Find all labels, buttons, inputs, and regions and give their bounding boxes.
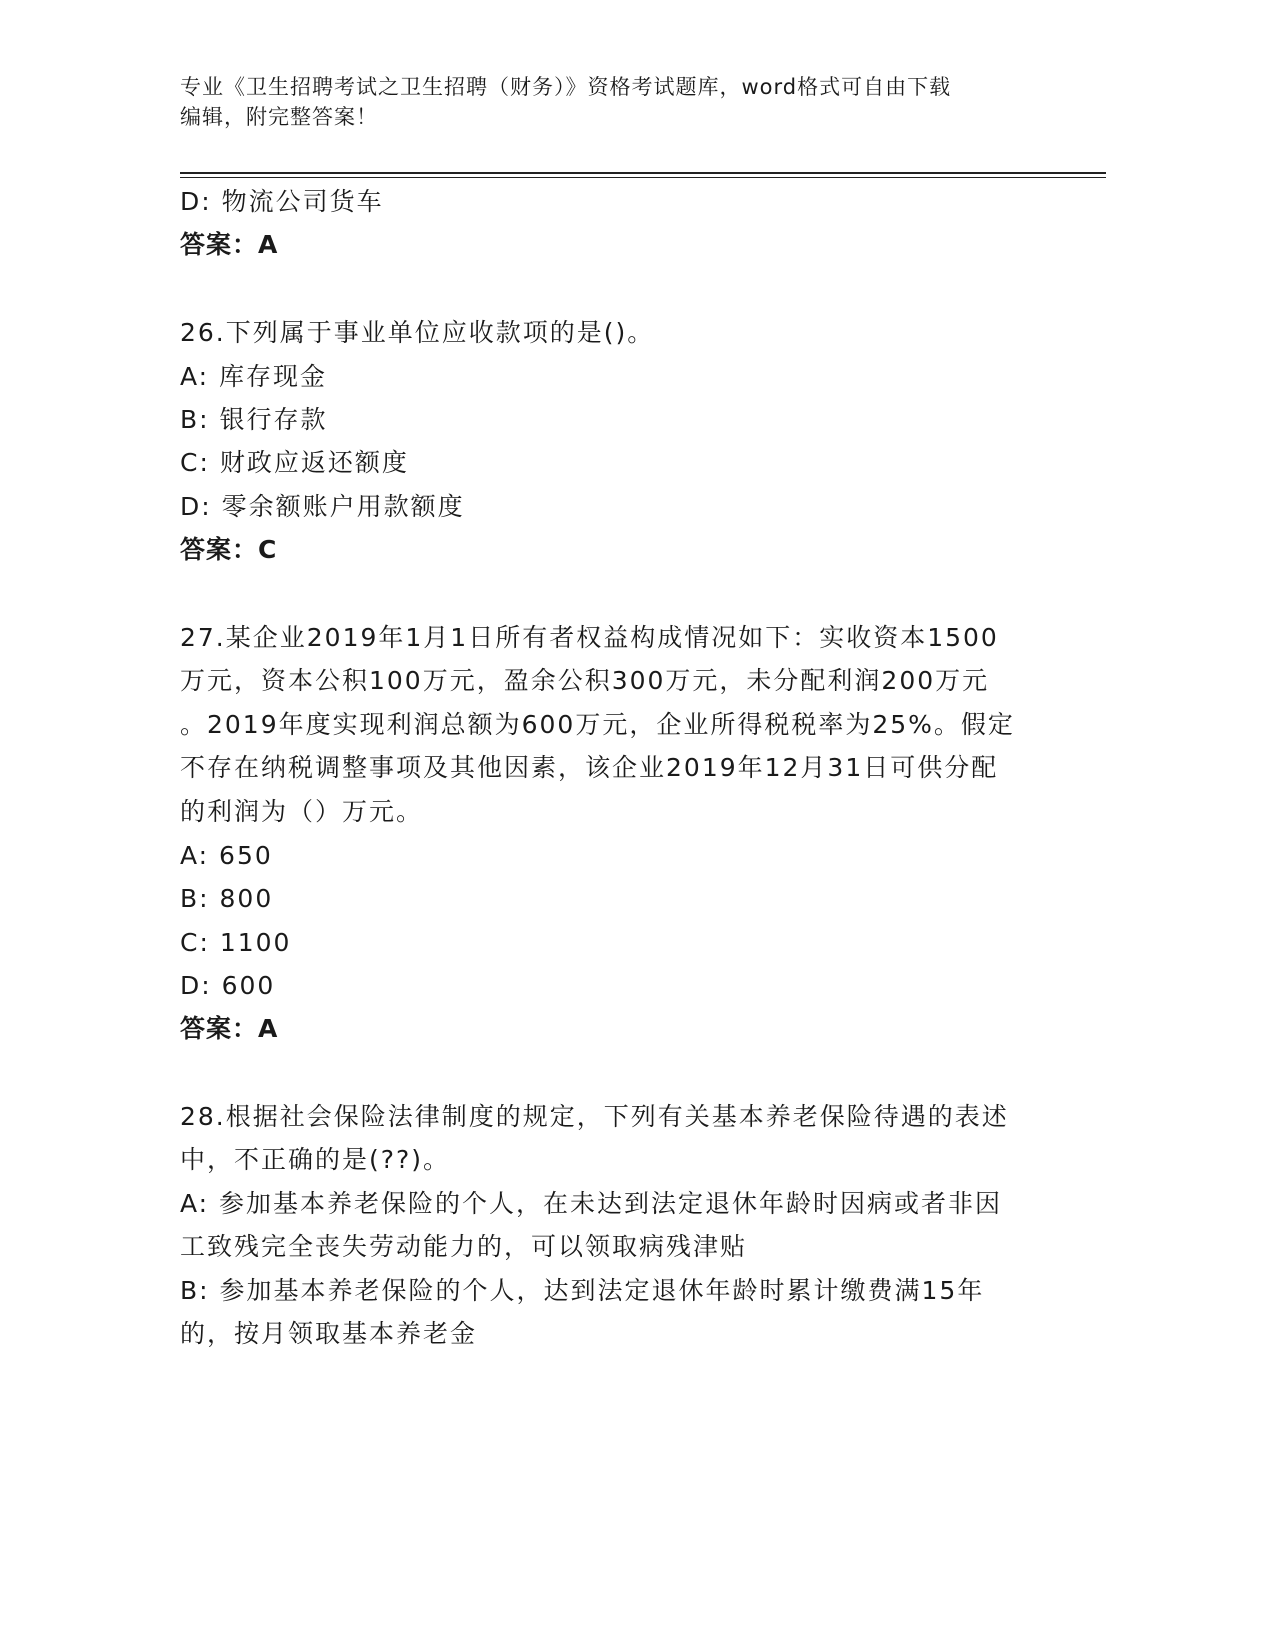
q28-option-b-line: B: 参加基本养老保险的个人，达到法定退休年龄时累计缴费满15年 — [180, 1276, 985, 1305]
q26-option-d: D: 零余额账户用款额度 — [180, 492, 465, 521]
q27-option-d: D: 600 — [180, 971, 276, 1000]
document-header — [180, 72, 1040, 132]
header-divider-thick — [180, 172, 1106, 174]
q28-stem-line: 中，不正确的是(??)。 — [180, 1145, 451, 1174]
q25-answer: 答案：A — [180, 230, 279, 259]
q27-option-a: A: 650 — [180, 841, 273, 870]
q26-option-b: B: 银行存款 — [180, 405, 328, 434]
q25-option-d: D: 物流公司货车 — [180, 187, 384, 216]
q28-option-a-line: A: 参加基本养老保险的个人，在未达到法定退休年龄时因病或者非因 — [180, 1189, 1003, 1218]
q28-option-a-line: 工致残完全丧失劳动能力的，可以领取病残津贴 — [180, 1232, 748, 1261]
q28-option-b-line: 的，按月领取基本养老金 — [180, 1319, 478, 1348]
header-line-1: 专业《卫生招聘考试之卫生招聘（财务）》资格考试题库，word格式可自由下载 — [180, 75, 952, 99]
q26-stem: 26.下列属于事业单位应收款项的是()。 — [180, 318, 655, 347]
q27-stem-line: 的利润为（）万元。 — [180, 797, 424, 826]
q26-option-a: A: 库存现金 — [180, 362, 328, 391]
q27-stem-line: 不存在纳税调整事项及其他因素，该企业2019年12月31日可供分配 — [180, 753, 999, 782]
q26-answer: 答案：C — [180, 535, 278, 564]
q28-stem-line: 28.根据社会保险法律制度的规定，下列有关基本养老保险待遇的表述 — [180, 1102, 1009, 1131]
q26-option-c: C: 财政应返还额度 — [180, 448, 409, 477]
q27-stem-line: 27.某企业2019年1月1日所有者权益构成情况如下：实收资本1500 — [180, 623, 999, 652]
q27-option-c: C: 1100 — [180, 928, 292, 957]
header-line-2: 编辑，附完整答案！ — [180, 105, 378, 129]
q27-stem-line: 万元，资本公积100万元，盈余公积300万元，未分配利润200万元 — [180, 666, 990, 695]
q27-option-b: B: 800 — [180, 884, 274, 913]
header-divider-thin — [180, 177, 1106, 178]
q27-stem-line: 。2019年度实现利润总额为600万元，企业所得税税率为25%。假定 — [180, 710, 1015, 739]
q27-answer: 答案：A — [180, 1014, 279, 1043]
